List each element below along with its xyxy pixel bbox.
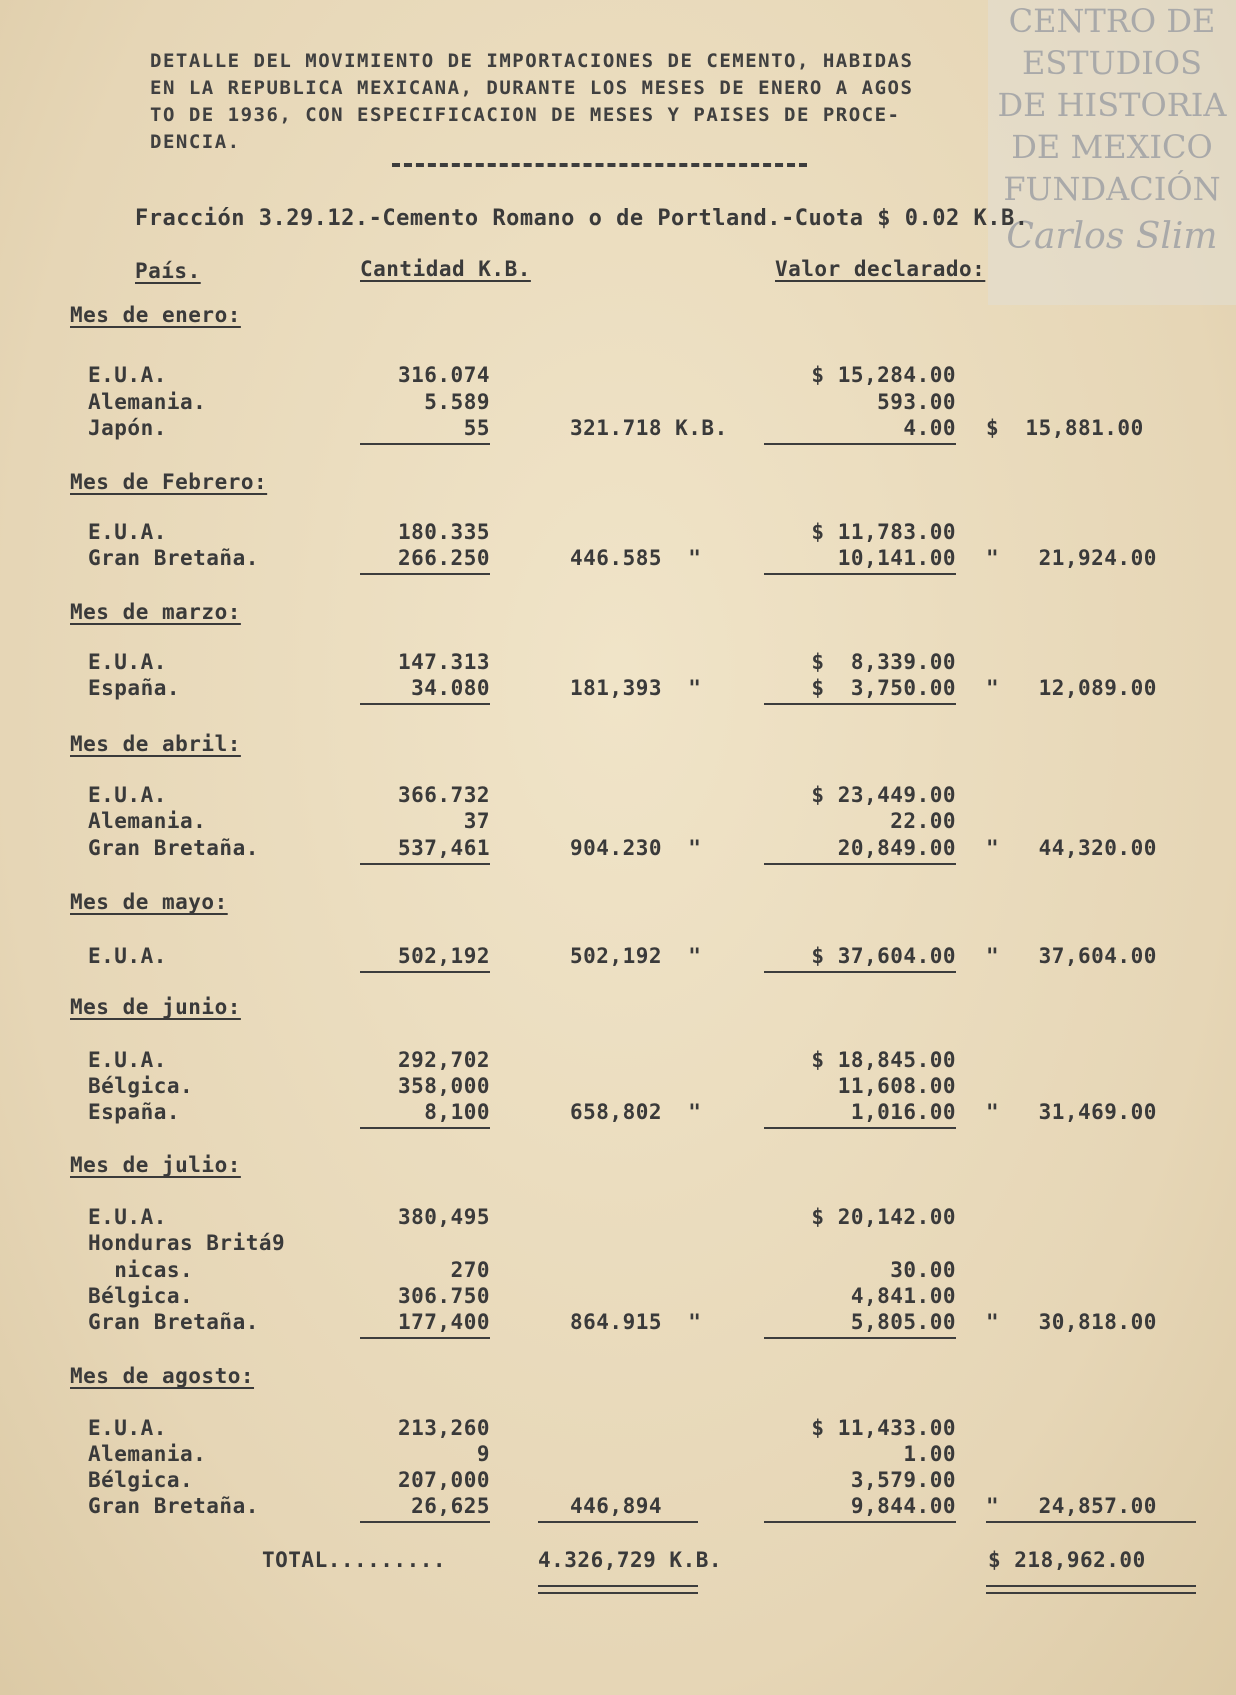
value-subtotal-rule	[764, 443, 956, 445]
value-subtotal-rule	[764, 1127, 956, 1129]
value-subtotal-rule	[764, 971, 956, 973]
country-name: Alemania.	[88, 809, 207, 833]
title-divider	[392, 163, 807, 167]
country-name: Gran Bretaña.	[88, 546, 259, 570]
quantity-value: 9	[476, 1442, 490, 1466]
value-subtotal-rule	[764, 1337, 956, 1339]
august-total-qty-rule	[538, 1521, 698, 1523]
quantity-subtotal-rule	[360, 703, 490, 705]
watermark-line: FUNDACIÓN	[1003, 170, 1221, 208]
quantity-value: 177,400	[397, 1310, 490, 1334]
declared-value: 4.00	[903, 416, 956, 440]
month-total-value: " 21,924.00	[986, 546, 1157, 570]
declared-value: 11,608.00	[837, 1074, 956, 1098]
quantity-value: 358,000	[397, 1074, 490, 1098]
quantity-value: 37	[463, 809, 490, 833]
month-total-value: " 24,857.00	[986, 1494, 1157, 1518]
header-pais: País.	[135, 259, 201, 283]
quantity-value: 292,702	[397, 1048, 490, 1072]
month-label: Mes de julio:	[70, 1153, 241, 1177]
declared-value: $ 37,604.00	[811, 944, 956, 968]
month-total-value: " 31,469.00	[986, 1100, 1157, 1124]
watermark-line: DE HISTORIA	[997, 86, 1227, 124]
declared-value: 1,016.00	[850, 1100, 956, 1124]
declared-value: 4,841.00	[850, 1284, 956, 1308]
month-label: Mes de abril:	[70, 732, 241, 756]
quantity-value: 502,192	[397, 944, 490, 968]
declared-value: 30.00	[890, 1258, 956, 1282]
country-name: E.U.A.	[88, 1416, 167, 1440]
value-subtotal-rule	[764, 703, 956, 705]
month-total-quantity: 502,192 "	[570, 944, 702, 968]
country-name: E.U.A.	[88, 783, 167, 807]
country-name: Alemania.	[88, 1442, 207, 1466]
country-name: nicas.	[88, 1258, 194, 1282]
month-label: Mes de mayo:	[70, 890, 228, 914]
fraccion-line: Fracción 3.29.12.-Cemento Romano o de Portland.-Cuota $ 0.02 K.B.	[135, 206, 1029, 231]
declared-value: $ 11,783.00	[811, 520, 956, 544]
quantity-subtotal-rule	[360, 573, 490, 575]
declared-value: 10,141.00	[837, 546, 956, 570]
quantity-value: 306.750	[397, 1284, 490, 1308]
header-valor: Valor declarado:	[775, 257, 986, 281]
grand-total-value-double-rule	[986, 1585, 1196, 1594]
month-total-value: " 37,604.00	[986, 944, 1157, 968]
quantity-value: 147.313	[397, 650, 490, 674]
month-total-quantity: 446,894	[570, 1494, 663, 1518]
value-subtotal-rule	[764, 1521, 956, 1523]
month-label: Mes de agosto:	[70, 1364, 255, 1388]
country-name: Alemania.	[88, 390, 207, 414]
declared-value: $ 20,142.00	[811, 1205, 956, 1229]
quantity-value: 5.589	[424, 390, 490, 414]
country-name: España.	[88, 676, 181, 700]
month-total-quantity: 181,393 "	[570, 676, 702, 700]
country-name: Bélgica.	[88, 1468, 194, 1492]
declared-value: $ 8,339.00	[811, 650, 956, 674]
august-total-value-rule	[986, 1521, 1196, 1523]
quantity-value: 366.732	[397, 783, 490, 807]
declared-value: 20,849.00	[837, 836, 956, 860]
quantity-value: 34.080	[411, 676, 490, 700]
quantity-value: 207,000	[397, 1468, 490, 1492]
quantity-subtotal-rule	[360, 971, 490, 973]
quantity-value: 26,625	[411, 1494, 490, 1518]
quantity-subtotal-rule	[360, 863, 490, 865]
grand-total-label: TOTAL.........	[262, 1548, 447, 1572]
month-total-value: " 12,089.00	[986, 676, 1157, 700]
declared-value: $ 3,750.00	[811, 676, 956, 700]
value-subtotal-rule	[764, 863, 956, 865]
grand-total-quantity: 4.326,729 K.B.	[538, 1548, 723, 1572]
month-label: Mes de junio:	[70, 995, 241, 1019]
declared-value: 9,844.00	[850, 1494, 956, 1518]
country-name: Bélgica.	[88, 1284, 194, 1308]
grand-total-value: $ 218,962.00	[988, 1548, 1146, 1572]
watermark-line: ESTUDIOS	[1021, 44, 1203, 82]
month-total-quantity: 658,802 "	[570, 1100, 702, 1124]
month-total-value: " 44,320.00	[986, 836, 1157, 860]
month-total-value: $ 15,881.00	[986, 416, 1144, 440]
quantity-value: 316.074	[397, 363, 490, 387]
country-name: Bélgica.	[88, 1074, 194, 1098]
watermark-line: CENTRO DE	[1008, 2, 1216, 40]
country-name: Gran Bretaña.	[88, 836, 259, 860]
quantity-value: 537,461	[397, 836, 490, 860]
quantity-value: 55	[463, 416, 490, 440]
quantity-subtotal-rule	[360, 1127, 490, 1129]
month-total-quantity: 864.915 "	[570, 1310, 702, 1334]
month-total-quantity: 321.718 K.B.	[570, 416, 728, 440]
watermark-line: DE MEXICO	[1011, 128, 1213, 166]
grand-total-qty-double-rule	[538, 1585, 698, 1594]
country-name: Gran Bretaña.	[88, 1494, 259, 1518]
quantity-value: 8,100	[424, 1100, 490, 1124]
country-name: E.U.A.	[88, 650, 167, 674]
quantity-subtotal-rule	[360, 1521, 490, 1523]
quantity-subtotal-rule	[360, 1337, 490, 1339]
country-name: E.U.A.	[88, 944, 167, 968]
country-name: E.U.A.	[88, 520, 167, 544]
quantity-value: 380,495	[397, 1205, 490, 1229]
month-total-value: " 30,818.00	[986, 1310, 1157, 1334]
country-name: Japón.	[88, 416, 167, 440]
value-subtotal-rule	[764, 573, 956, 575]
country-name: E.U.A.	[88, 1205, 167, 1229]
declared-value: 5,805.00	[850, 1310, 956, 1334]
month-label: Mes de Febrero:	[70, 470, 268, 494]
quantity-value: 266.250	[397, 546, 490, 570]
declared-value: $ 15,284.00	[811, 363, 956, 387]
month-total-quantity: 904.230 "	[570, 836, 702, 860]
declared-value: 593.00	[877, 390, 956, 414]
country-name: Honduras Britá9	[88, 1231, 286, 1255]
declared-value: 1.00	[903, 1442, 956, 1466]
header-cantidad: Cantidad K.B.	[360, 257, 531, 281]
watermark-signature: Carlos Slim	[1006, 216, 1218, 257]
declared-value: $ 18,845.00	[811, 1048, 956, 1072]
declared-value: 3,579.00	[850, 1468, 956, 1492]
country-name: E.U.A.	[88, 1048, 167, 1072]
country-name: España.	[88, 1100, 181, 1124]
month-label: Mes de enero:	[70, 303, 241, 327]
country-name: E.U.A.	[88, 363, 167, 387]
month-label: Mes de marzo:	[70, 600, 241, 624]
quantity-subtotal-rule	[360, 443, 490, 445]
quantity-value: 213,260	[397, 1416, 490, 1440]
declared-value: $ 11,433.00	[811, 1416, 956, 1440]
document-title: DETALLE DEL MOVIMIENTO DE IMPORTACIONES DE CEMENTO, HABIDAS EN LA REPUBLICA MEXICANA, DURANTE LOS MESES DE ENERO A AGOS TO DE 1936, CON ESPECIFICACION DE MESES Y PAISES DE PROCE- DENCIA.	[150, 50, 914, 153]
declared-value: $ 23,449.00	[811, 783, 956, 807]
declared-value: 22.00	[890, 809, 956, 833]
quantity-value: 270	[450, 1258, 490, 1282]
country-name: Gran Bretaña.	[88, 1310, 259, 1334]
month-total-quantity: 446.585 "	[570, 546, 702, 570]
quantity-value: 180.335	[397, 520, 490, 544]
